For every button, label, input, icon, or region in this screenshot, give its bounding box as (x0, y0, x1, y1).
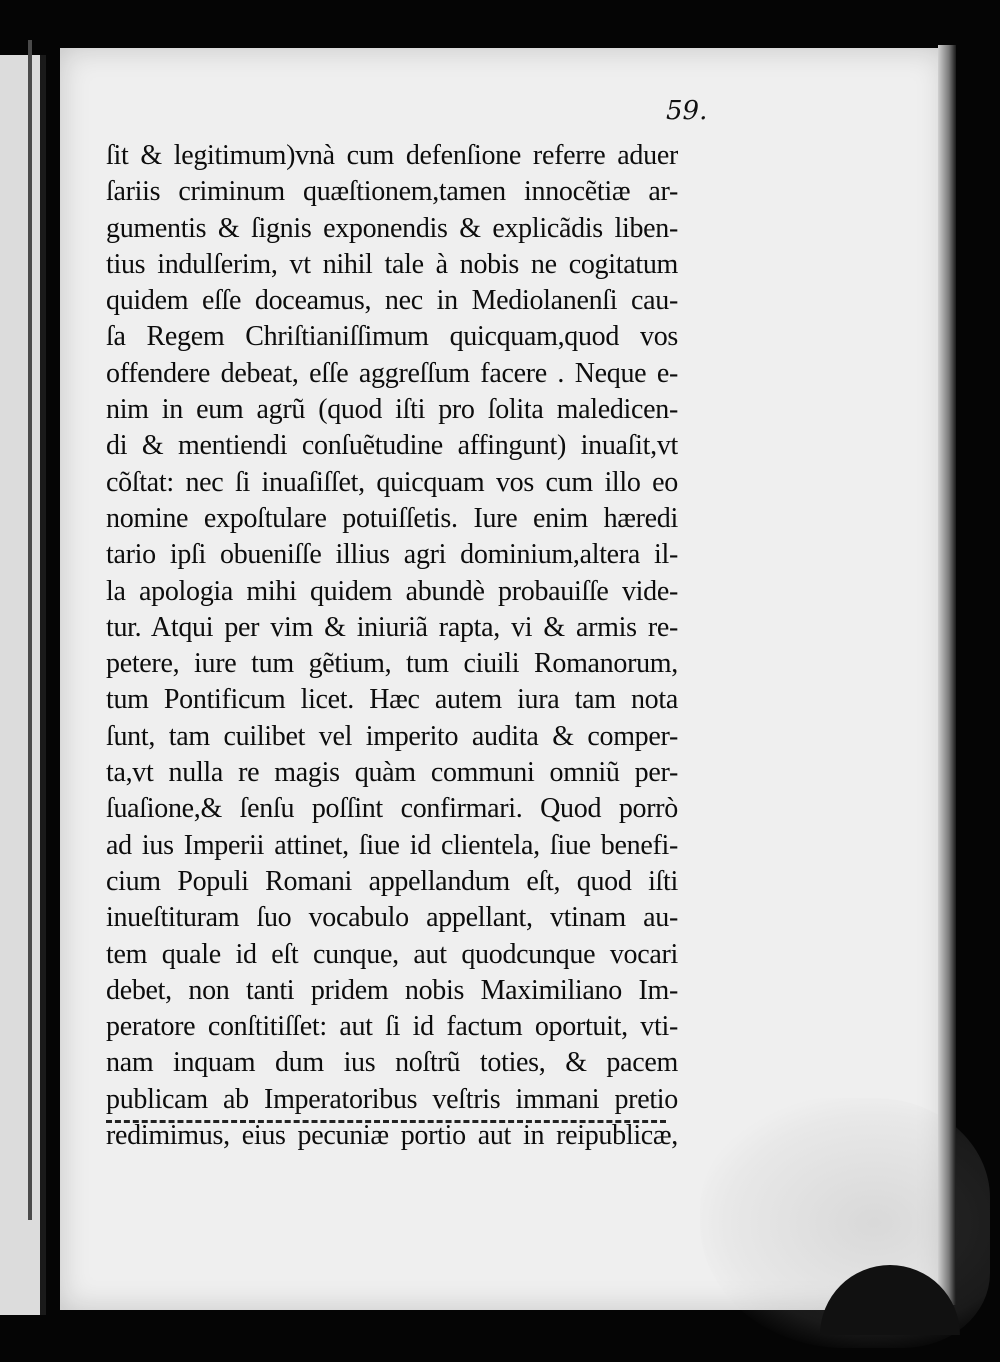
page-fore-edge (938, 45, 956, 1305)
bottom-dashed-rule (106, 1120, 666, 1123)
text-line: gumentis & ſignis exponendis & explicãdis liben- (106, 212, 678, 244)
page-number: 59. (666, 96, 708, 126)
text-line: nomine expoſtulare potuiſſetis. Iure enim hæredi (106, 502, 678, 534)
facing-page-gutter (28, 40, 32, 1220)
text-line: debet, non tanti pridem nobis Maximiliano Im- (106, 974, 678, 1006)
text-block (106, 138, 678, 1154)
text-line: tario ipſi obueniſſe illius agri dominium,altera il- (106, 539, 678, 571)
text-line: di & mentiendi conſuẽtudine affingunt) inuaſit,vt (106, 430, 678, 462)
text-line: tius indulſerim, vt nihil tale à nobis ne cogitatum (106, 248, 678, 280)
text-line: quidem eſſe doceamus, nec in Mediolanenſi cau- (106, 285, 678, 317)
text-line: redimimus, eius pecuniæ portio aut in reipublicæ, (106, 1120, 678, 1152)
facing-page-edge (0, 55, 46, 1315)
text-line: peratore conſtitiſſet: aut ſi id factum oportuit, vti- (106, 1011, 678, 1043)
text-line: nim in eum agrũ (quod iſti pro ſolita maledicen- (106, 394, 678, 426)
text-line: nam inquam dum ius noſtrũ toties, & pacem (106, 1047, 678, 1079)
text-line: ſunt, tam cuilibet vel imperito audita & comper- (106, 720, 678, 752)
text-line: inueſtituram ſuo vocabulo appellant, vtinam au- (106, 902, 678, 934)
text-line: cium Populi Romani appellandum eſt, quod iſti (106, 865, 678, 897)
text-line: ſuaſione,& ſenſu poſſint confirmari. Quod porrò (106, 793, 678, 825)
text-line: tem quale id eſt cunque, aut quodcunque vocari (106, 938, 678, 970)
text-line: la apologia mihi quidem abundè probauiſſe vide- (106, 575, 678, 607)
text-line: offendere debeat, eſſe aggreſſum facere . Neque e- (106, 357, 678, 389)
text-line: cõſtat: nec ſi inuaſiſſet, quicquam vos cum illo eo (106, 466, 678, 498)
text-line: publicam ab Imperatoribus veſtris immani pretio (106, 1083, 678, 1115)
text-line: ta,vt nulla re magis quàm communi omniũ per- (106, 757, 678, 789)
text-line: tur. Atqui per vim & iniuriã rapta, vi & armis re- (106, 611, 678, 643)
text-line: ſariis criminum quæſtionem,tamen innocẽtiæ ar- (106, 176, 678, 208)
text-line: ſit & legitimum)vnà cum defenſione referre aduer (106, 140, 678, 171)
text-line: petere, iure tum gẽtium, tum ciuili Romanorum, (106, 648, 678, 680)
text-line: ſa Regem Chriſtianiſſimum quicquam,quod vos (106, 321, 678, 353)
text-line: tum Pontificum licet. Hæc autem iura tam nota (106, 684, 678, 716)
text-line: ad ius Imperii attinet, ſiue id clientela, ſiue benefi- (106, 829, 678, 861)
